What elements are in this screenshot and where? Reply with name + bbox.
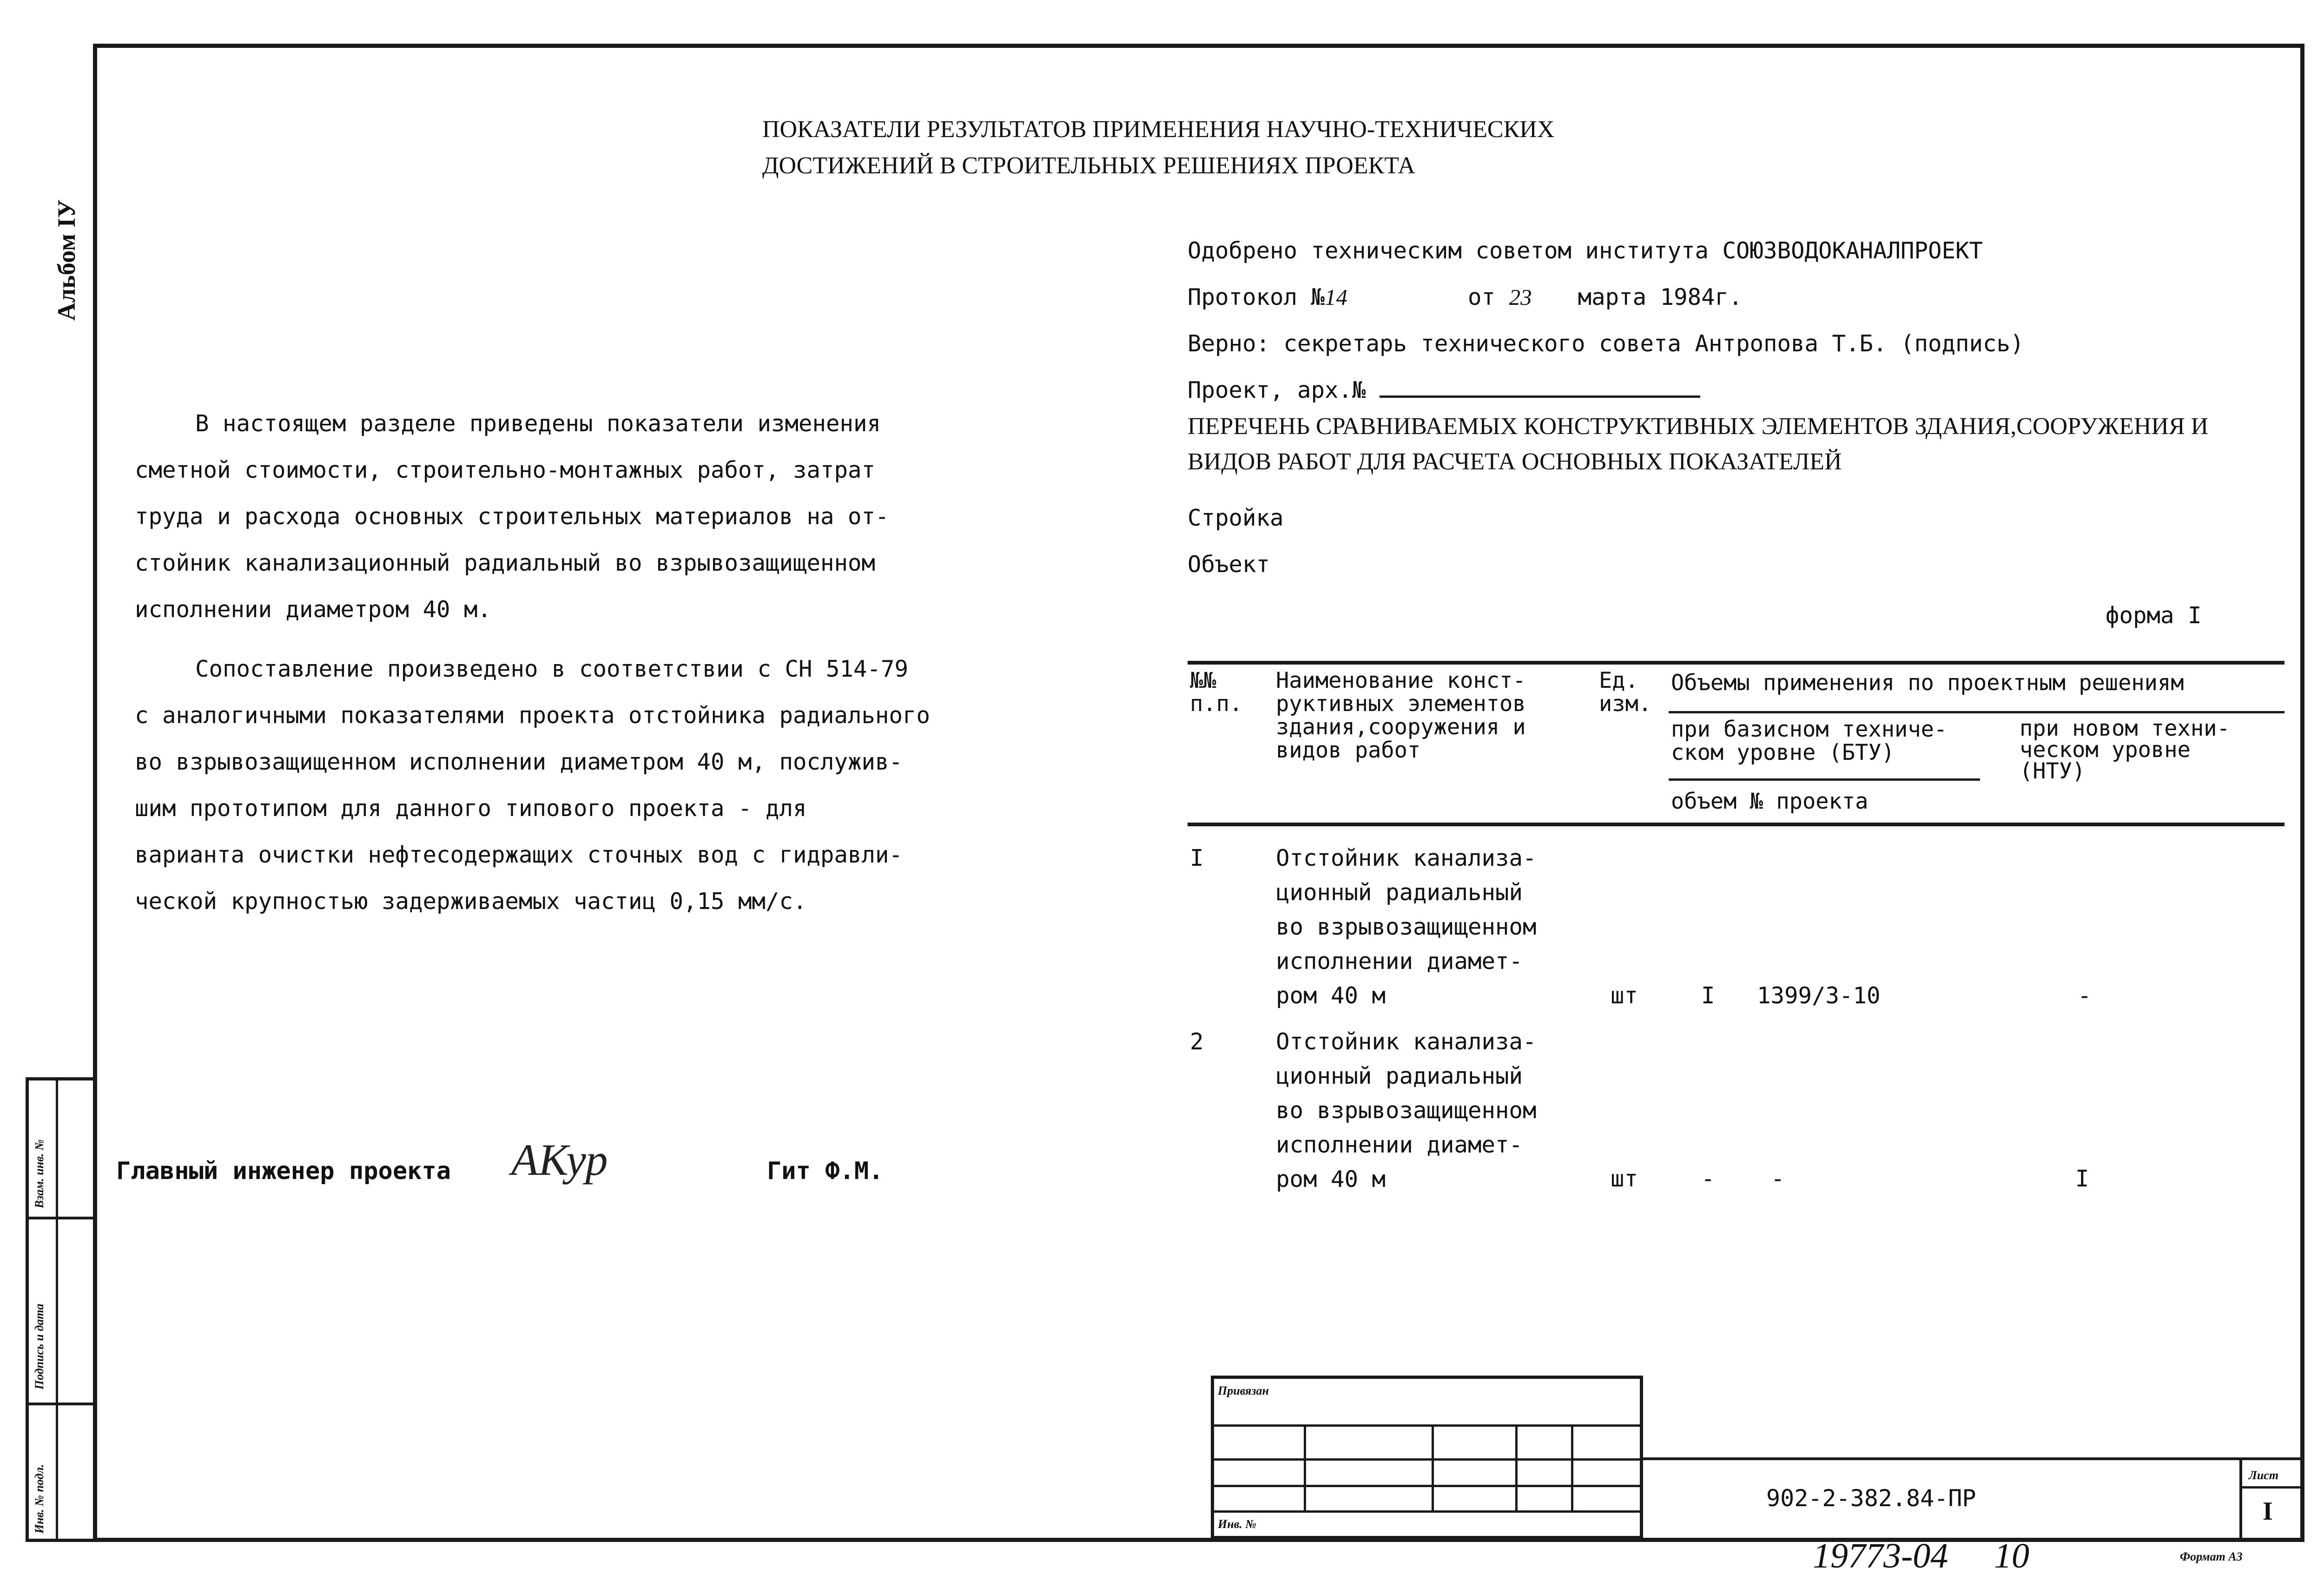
approval-block: Одобрено техническим советом института СОЮЗВОДОКАНАЛПРОЕКТ Протокол №14 от 23 марта 1984г. Верно: секретарь технического совета Антропова Т.Б. (подпись) Проект, арх.№ — [1188, 237, 2024, 403]
row-ntu: I — [2075, 1166, 2089, 1192]
format-label: Формат А3 — [2180, 1550, 2243, 1563]
chief-engineer-label: Главный инженер проекта — [116, 1157, 451, 1185]
row-ntu: - — [2078, 982, 2092, 1009]
row-unit: шт — [1611, 982, 1638, 1009]
album-label: Альбом IУ — [53, 199, 80, 321]
stamp-privyazan: Привязан — [1218, 1384, 1269, 1397]
row-num: I — [1190, 845, 1204, 871]
row-unit: шт — [1611, 1166, 1638, 1192]
intro-paragraph: В настоящем разделе приведены показатели изменения сметной стоимости, строительно-монтажных работ, затрат труда и расхода основных строительных материалов на от- стойник канализационный радиальный во взрывозащищенном исполнении диаметром 40 м. — [135, 410, 889, 623]
header-name: Наименование конст- руктивных элементов здания,сооружения и видов работ — [1276, 668, 1526, 763]
row-project: - — [1771, 1166, 1785, 1192]
sheet-number: I — [2263, 1497, 2273, 1526]
stamp-block — [1211, 1376, 1643, 1539]
row-name: Отстойник канализа- ционный радиальный во взрывозащищенном исполнении диамет- ром 40 м — [1276, 845, 1537, 1009]
header-num: №№ п.п. — [1190, 668, 1243, 717]
side-stamp-podpis: Подпись и дата — [33, 1304, 46, 1390]
stroyka-label: Стройка — [1188, 505, 1284, 531]
page-title: ПОКАЗАТЕЛИ РЕЗУЛЬТАТОВ ПРИМЕНЕНИЯ НАУЧНО-ТЕХНИЧЕСКИХ ДОСТИЖЕНИЙ В СТРОИТЕЛЬНЫХ РЕШЕНИЯХ ПРОЕКТА — [762, 116, 1555, 179]
row-volume: I — [1701, 982, 1715, 1009]
archive-page: 10 — [1994, 1536, 2029, 1575]
header-subvolume: объем № проекта — [1671, 789, 1868, 814]
table-top-border — [1188, 661, 2284, 665]
table-header-border — [1188, 823, 2284, 826]
row-num: 2 — [1190, 1028, 1204, 1055]
list-title: ПЕРЕЧЕНЬ СРАВНИВАЕМЫХ КОНСТРУКТИВНЫХ ЭЛЕМЕНТОВ ЗДАНИЯ,СООРУЖЕНИЯ И ВИДОВ РАБОТ ДЛЯ РАСЧЕТА ОСНОВНЫХ ПОКАЗАТЕЛЕЙ — [1188, 413, 2209, 475]
header-unit: Ед. изм. — [1599, 668, 1652, 717]
side-stamp-vzam: Взам. инв. № — [33, 1139, 46, 1208]
handwritten-signature: АКур — [511, 1135, 608, 1185]
header-btu: при базисном техниче- ском уровне (БТУ) — [1671, 717, 1948, 765]
form-label: форма I — [2106, 602, 2202, 629]
header-ntu: при новом техни- ческом уровне (НТУ) — [2020, 716, 2230, 784]
row-volume: - — [1701, 1166, 1715, 1192]
row-name: Отстойник канализа- ционный радиальный во взрывозащищенном исполнении диамет- ром 40 м — [1276, 1028, 1537, 1192]
chief-engineer-name: Гит Ф.М. — [767, 1157, 884, 1185]
side-stamp-inv-podl: Инв. № подл. — [33, 1464, 46, 1534]
document-code: 902-2-382.84-ПР — [1766, 1485, 1976, 1512]
header-volumes: Объемы применения по проектным решениям — [1671, 670, 2184, 696]
stamp-inv-no: Инв. № — [1218, 1517, 1257, 1531]
object-label: Объект — [1188, 551, 1270, 578]
row-project: 1399/3-10 — [1757, 982, 1881, 1009]
comparison-paragraph: Сопоставление произведено в соответствии с СН 514-79 с аналогичными показателями проекта отстойника радиального во взрывозащищенном исполнении диаметром 40 м, послужив- шим прототипом для данного типового проекта - для варианта очистки нефтесодержащих сточных вод с гидравли- ческой крупностью задерживаемых частиц 0,15 мм/с. — [135, 656, 931, 915]
sheet-label: Лист — [2249, 1469, 2279, 1482]
archive-number: 19773-04 — [1813, 1536, 1948, 1575]
